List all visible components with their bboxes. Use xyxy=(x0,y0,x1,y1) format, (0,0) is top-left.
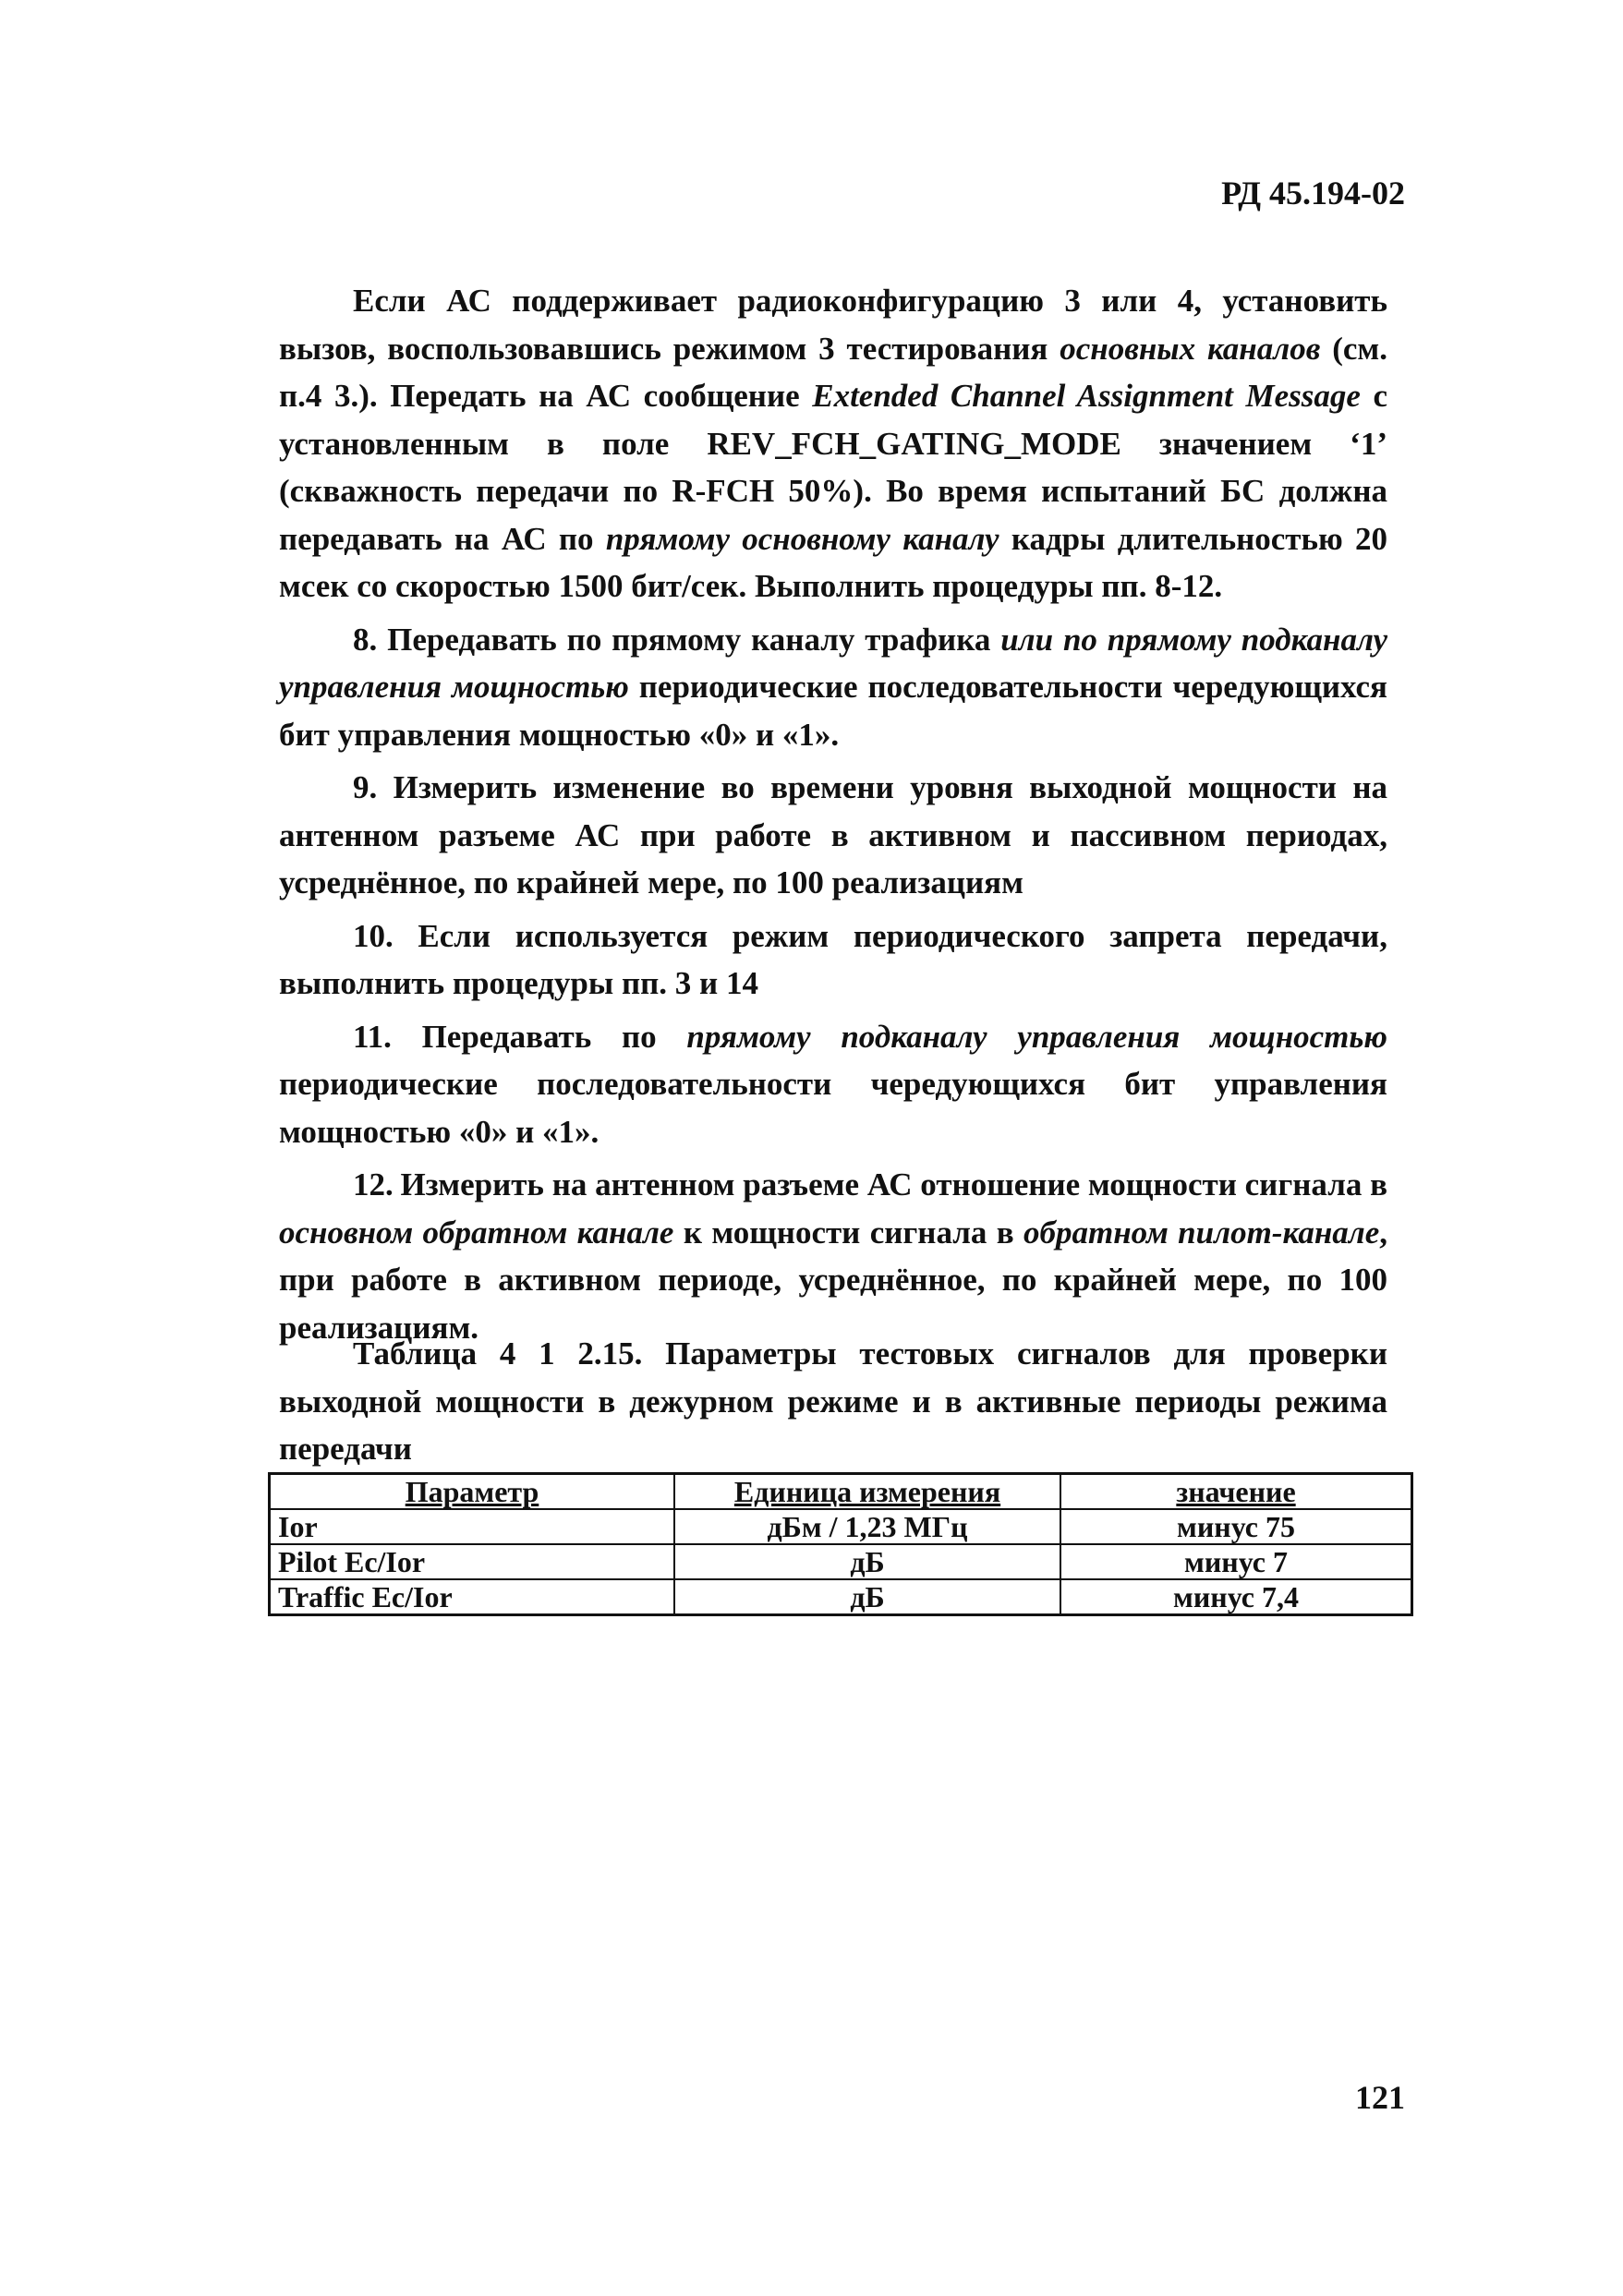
emphasis-forward-channel: прямому основному каналу xyxy=(605,520,999,557)
cell-unit: дБ xyxy=(674,1579,1060,1615)
paragraph-item-10: 10. Если используется режим периодического запрета передачи, выполнить процедуры пп. 3 и 14 xyxy=(279,917,1387,1001)
cell-param: Traffic Ec/Ior xyxy=(270,1579,675,1615)
paragraph-item-8: 8. Передавать по прямому каналу трафика или по прямому подканалу управления мощностью периодические последовательности чередующихся бит управления мощностью «0» и «1». xyxy=(279,621,1388,753)
emphasis-reverse-pilot: обратном пилот-канале xyxy=(1023,1214,1380,1251)
paragraph-item-11: 11. Передавать по прямому подканалу управления мощностью периодические последовательности чередующихся бит управления мощностью «0» и «1». xyxy=(279,1018,1387,1150)
paragraph-intro: Если АС поддерживает радиоконфигурацию 3 или 4, установить вызов, воспользовавшись режимом 3 тестирования основных каналов (см. п.4 3.). Передать на АС сообщение Extended Channel Assignment Message с установленным в поле REV_FCH_GATING_MODE значением ‘1’ (скважность передачи по R-FCH 50%). Во время испытаний БС должна передавать на АС по прямому основному каналу кадры длительностью 20 мсек со скоростью 1500 бит/сек. Выполнить процедуры пп. 8-12. xyxy=(279,283,1387,604)
cell-param: Ior xyxy=(270,1509,675,1544)
table-row xyxy=(270,1579,1412,1615)
header-unit: Единица измерения xyxy=(674,1474,1060,1510)
cell-value: минус 7 xyxy=(1060,1544,1412,1579)
paragraph-item-12: 12. Измерить на антенном разъеме АС отношение мощности сигнала в основном обратном канале к мощности сигнала в обратном пилот-канале, при работе в активном периоде, усреднённое, по крайней мере, по 100 реализациям. xyxy=(279,1166,1387,1346)
body-text xyxy=(279,277,1387,1351)
header-value: значение xyxy=(1060,1474,1412,1510)
page-number: 121 xyxy=(1355,2079,1405,2116)
emphasis-main-channels: основных каналов xyxy=(1060,330,1321,367)
parameters-table xyxy=(268,1472,1413,1616)
cell-unit: дБ xyxy=(674,1544,1060,1579)
table-caption: Таблица 4 1 2.15. Параметры тестовых сигналов для проверки выходной мощности в дежурном режиме и в активные периоды режима передачи xyxy=(279,1335,1387,1467)
cell-value: минус 75 xyxy=(1060,1509,1412,1544)
paragraph-item-9: 9. Измерить изменение во времени уровня выходной мощности на антенном разъеме АС при работе в активном и пассивном периодах, усреднённое, по крайней мере, по 100 реализациям xyxy=(279,769,1387,900)
document-id: РД 45.194-02 xyxy=(1221,175,1405,211)
table-header-row xyxy=(270,1474,1412,1510)
cell-param: Pilot Ec/Ior xyxy=(270,1544,675,1579)
header-parameter: Параметр xyxy=(270,1474,675,1510)
table-row xyxy=(270,1544,1412,1579)
emphasis-power-subchannel: или по прямому подканалу управления мощностью xyxy=(279,621,1388,705)
emphasis-message-name: Extended Channel Assignment Message xyxy=(812,378,1361,414)
emphasis-reverse-channel: основном обратном канале xyxy=(279,1214,674,1251)
cell-unit: дБм / 1,23 МГц xyxy=(674,1509,1060,1544)
cell-value: минус 7,4 xyxy=(1060,1579,1412,1615)
table-row xyxy=(270,1509,1412,1544)
